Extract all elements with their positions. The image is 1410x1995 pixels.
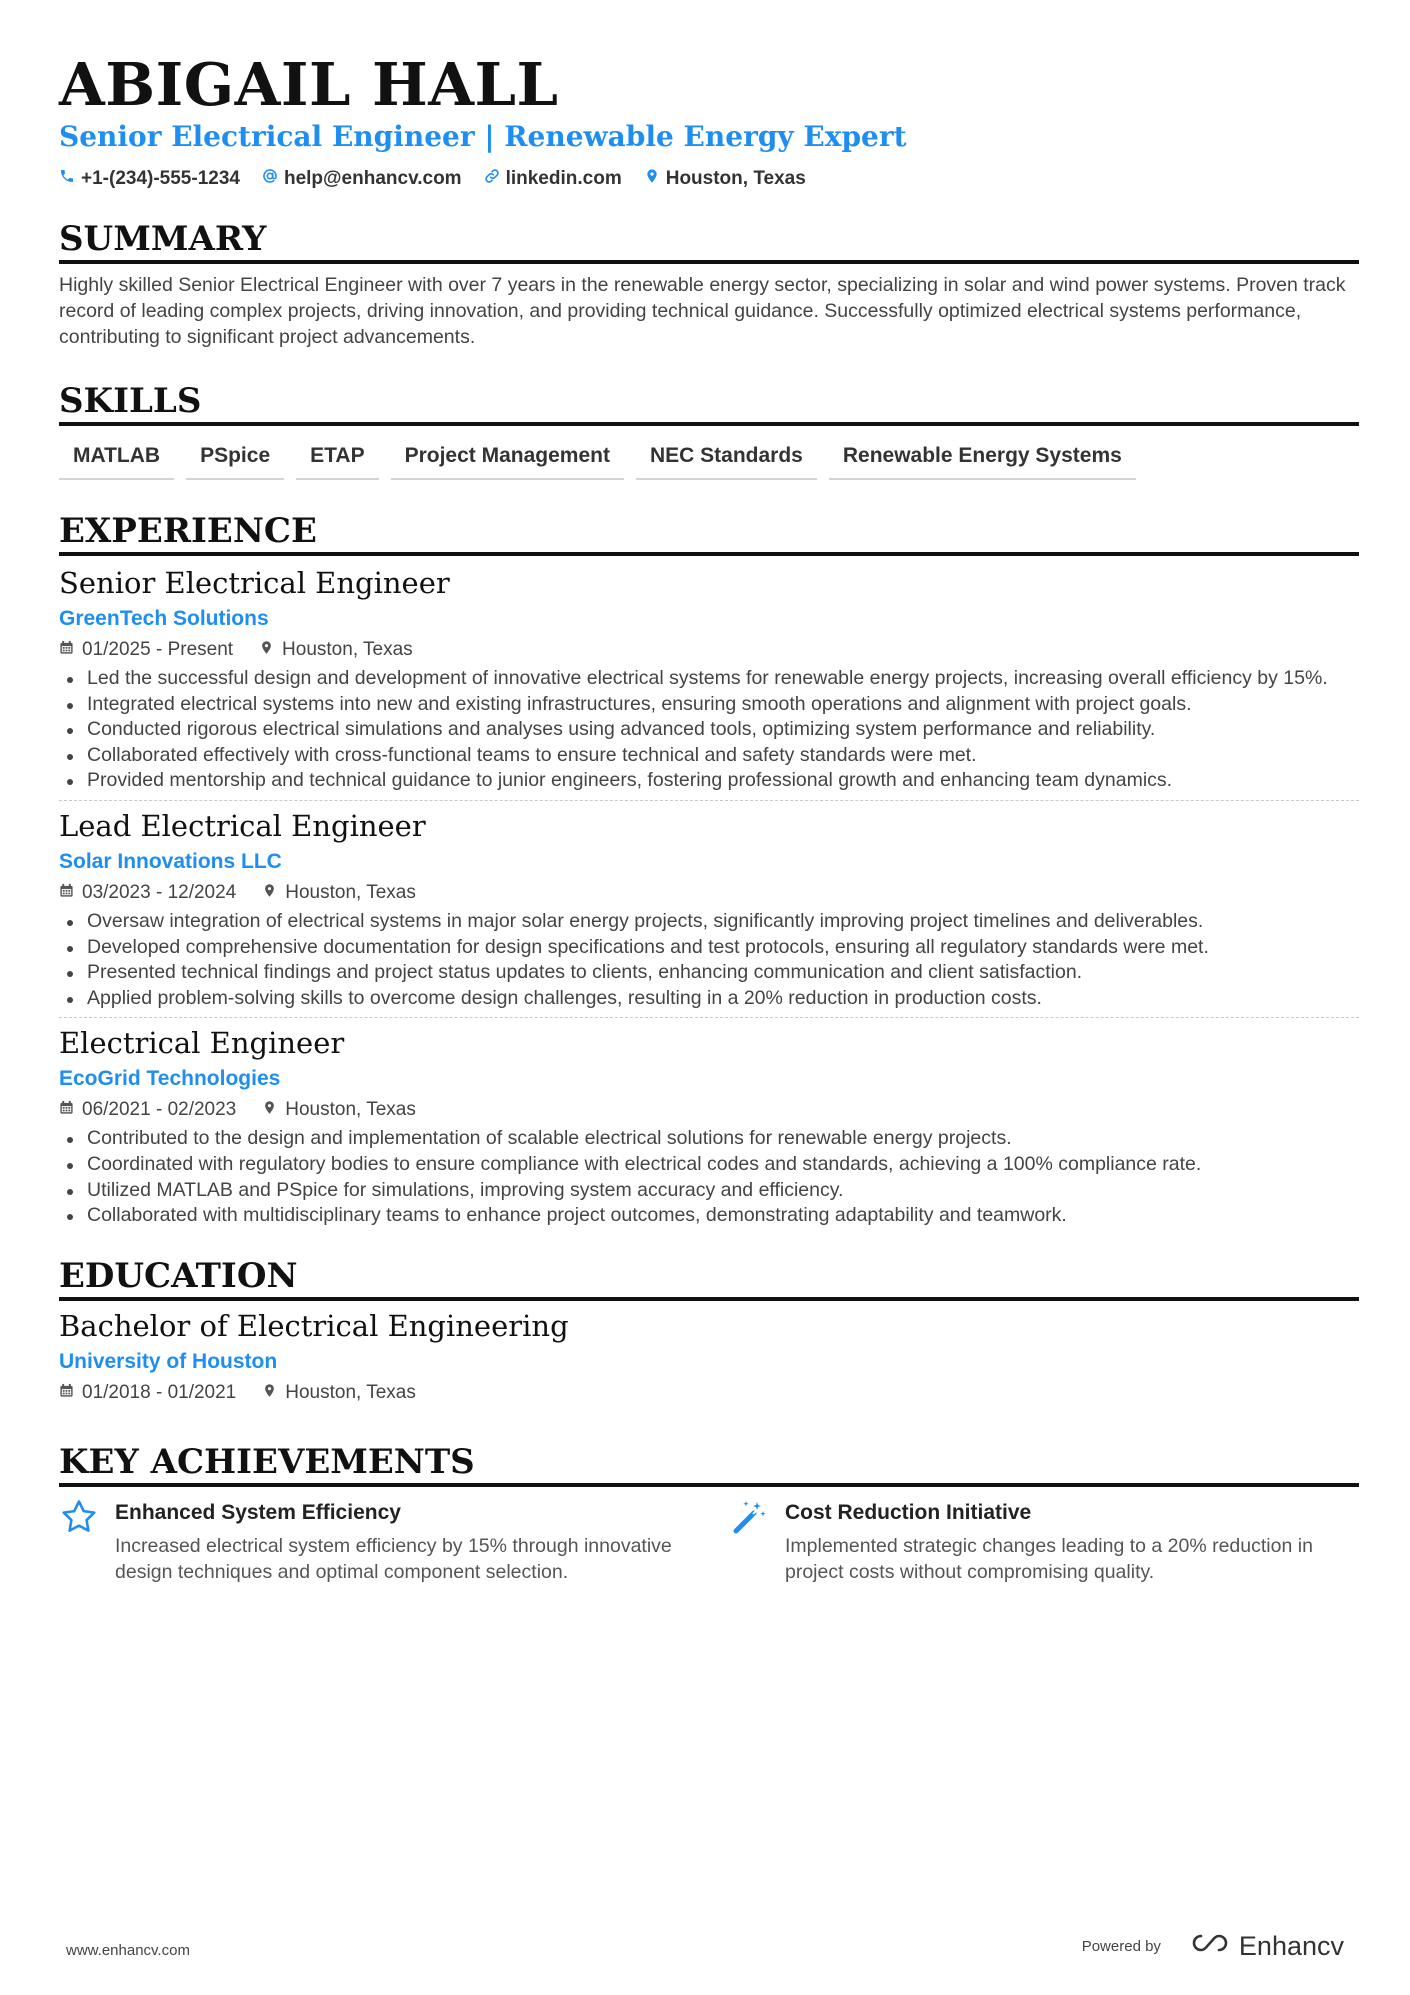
skill-tag: Renewable Energy Systems	[829, 438, 1136, 480]
calendar-icon	[59, 879, 74, 907]
job-role: Lead Electrical Engineer	[59, 808, 426, 843]
summary-text: Highly skilled Senior Electrical Engineer with over 7 years in the renewable energy sector, specializing in solar and wind power systems. Proven track record of leading complex projects, driving innovation, and providing technical guidance. Successfully optimized electrical systems performance, contributing to significant project advancements.	[59, 274, 1346, 348]
education-entry	[59, 1307, 1359, 1407]
footer-website[interactable]: www.enhancv.com	[66, 1942, 190, 1959]
candidate-name: ABIGAIL HALL	[59, 50, 559, 119]
skills-section	[59, 380, 1359, 480]
divider	[59, 1017, 1359, 1018]
achievement-item	[729, 1497, 1359, 1585]
job-location	[262, 879, 416, 907]
achievements-title: KEY ACHIEVEMENTS	[59, 1441, 1359, 1487]
achievement-body	[115, 1497, 689, 1585]
contact-location	[644, 168, 806, 190]
calendar-icon	[59, 1096, 74, 1124]
resume-page	[59, 50, 1359, 1585]
list-item: Presented technical findings and project status updates to clients, enhancing communication and client satisfaction.	[59, 960, 1359, 986]
enhancv-logo[interactable]	[1183, 1930, 1344, 1963]
powered-by-label: Powered by	[1081, 1938, 1161, 1955]
contact-linkedin[interactable]	[484, 168, 622, 190]
achievement-body	[785, 1497, 1359, 1585]
list-item: Developed comprehensive documentation for design specifications and test protocols, ensuring all regulatory standards were met.	[59, 935, 1359, 961]
education-title: EDUCATION	[59, 1255, 1359, 1301]
job-dates-text: 06/2021 - 02/2023	[82, 1099, 237, 1121]
skills-list	[59, 438, 1359, 480]
education-dates	[59, 1379, 236, 1407]
enhancv-logo-text: Enhancv	[1238, 1931, 1344, 1961]
job-dates-text: 03/2023 - 12/2024	[82, 881, 237, 903]
education-degree: Bachelor of Electrical Engineering	[59, 1308, 569, 1343]
job-entry	[59, 1024, 1359, 1228]
achievement-item	[59, 1497, 729, 1585]
job-dates	[59, 1096, 236, 1124]
calendar-icon	[59, 1379, 74, 1407]
location-icon	[262, 879, 277, 907]
education-meta	[59, 1379, 1359, 1407]
job-location-text: Houston, Texas	[282, 639, 413, 660]
job-bullets	[59, 1126, 1359, 1228]
phone-icon	[59, 168, 75, 190]
education-dates-text: 01/2018 - 01/2021	[82, 1381, 237, 1403]
skill-tag: Project Management	[391, 438, 624, 480]
list-item: Applied problem-solving skills to overcome design challenges, resulting in a 20% reduction in production costs.	[59, 986, 1359, 1012]
list-item: Provided mentorship and technical guidance to junior engineers, fostering professional growth and enhancing team dynamics.	[59, 768, 1359, 794]
list-item: Led the successful design and development of innovative electrical systems for renewable energy projects, increasing overall efficiency by 15%.	[59, 666, 1359, 692]
link-icon	[484, 168, 500, 190]
achievement-desc: Implemented strategic changes leading to a 20% reduction in project costs without compromising quality.	[785, 1534, 1313, 1583]
candidate-headline: Senior Electrical Engineer | Renewable Energy Expert	[59, 120, 907, 153]
job-bullets	[59, 909, 1359, 1011]
education-school: University of Houston	[59, 1349, 278, 1373]
at-icon	[262, 168, 278, 190]
skills-title: SKILLS	[59, 380, 1359, 426]
job-dates	[59, 879, 236, 907]
contact-email[interactable]	[262, 168, 462, 190]
job-company: GreenTech Solutions	[59, 607, 269, 630]
enhancv-logo-icon	[1183, 1930, 1231, 1963]
star-icon	[59, 1497, 99, 1585]
location-icon	[262, 1096, 277, 1124]
contact-phone	[59, 168, 240, 190]
job-location	[262, 1096, 416, 1124]
education-location-text: Houston, Texas	[285, 1381, 416, 1403]
job-entry	[59, 807, 1359, 1011]
experience-section	[59, 510, 1359, 1229]
skill-tag: MATLAB	[59, 438, 174, 480]
job-bullets	[59, 666, 1359, 794]
education-location	[262, 1379, 416, 1407]
job-dates-text: 01/2025 - Present	[82, 639, 234, 660]
job-location-text: Houston, Texas	[285, 881, 416, 903]
location-icon	[644, 168, 660, 190]
contact-bar	[59, 166, 1359, 192]
divider	[59, 800, 1359, 801]
footer-branding	[1082, 1930, 1344, 1963]
achievement-title: Enhanced System Efficiency	[115, 1500, 401, 1524]
achievements-section	[59, 1441, 1359, 1585]
list-item: Contributed to the design and implementation of scalable electrical solutions for renewable energy projects.	[59, 1126, 1359, 1152]
job-entry	[59, 564, 1359, 794]
calendar-icon	[59, 636, 74, 664]
achievement-desc: Increased electrical system efficiency by 15% through innovative design techniques and optimal component selection.	[115, 1534, 672, 1583]
contact-location-text: Houston, Texas	[665, 168, 806, 189]
education-section	[59, 1255, 1359, 1407]
job-location	[259, 636, 413, 664]
job-meta	[59, 636, 1359, 664]
job-role: Senior Electrical Engineer	[59, 566, 450, 600]
job-company: EcoGrid Technologies	[59, 1067, 281, 1091]
list-item: Oversaw integration of electrical systems in major solar energy projects, significantly improving project timelines and deliverables.	[59, 909, 1359, 935]
summary-title: SUMMARY	[59, 218, 1359, 264]
magic-wand-icon	[729, 1497, 769, 1585]
job-role: Electrical Engineer	[59, 1026, 345, 1061]
contact-email-text: help@enhancv.com	[283, 168, 462, 189]
skill-tag: NEC Standards	[636, 438, 817, 480]
job-dates	[59, 636, 233, 664]
list-item: Coordinated with regulatory bodies to ensure compliance with electrical codes and standards, achieving a 100% compliance rate.	[59, 1152, 1359, 1178]
summary-section	[59, 218, 1359, 350]
job-location-text: Houston, Texas	[285, 1099, 416, 1121]
list-item: Integrated electrical systems into new and existing infrastructures, ensuring smooth operations and alignment with project goals.	[59, 692, 1359, 718]
contact-phone-text: +1-(234)-555-1234	[81, 168, 240, 189]
achievements-list	[59, 1497, 1359, 1585]
list-item: Collaborated with multidisciplinary teams to enhance project outcomes, demonstrating adaptability and teamwork.	[59, 1203, 1359, 1229]
contact-linkedin-text: linkedin.com	[505, 168, 622, 189]
list-item: Collaborated effectively with cross-functional teams to ensure technical and safety standards were met.	[59, 743, 1359, 769]
job-meta	[59, 1096, 1359, 1124]
list-item: Utilized MATLAB and PSpice for simulations, improving system accuracy and efficiency.	[59, 1178, 1359, 1204]
location-icon	[262, 1379, 277, 1407]
job-meta	[59, 879, 1359, 907]
skill-tag: ETAP	[296, 438, 378, 480]
experience-title: EXPERIENCE	[59, 510, 1359, 556]
location-icon	[259, 636, 274, 664]
list-item: Conducted rigorous electrical simulations and analyses using advanced tools, optimizing system performance and reliability.	[59, 717, 1359, 743]
achievement-title: Cost Reduction Initiative	[785, 1500, 1032, 1524]
job-company: Solar Innovations LLC	[59, 849, 282, 873]
skill-tag: PSpice	[186, 438, 284, 480]
